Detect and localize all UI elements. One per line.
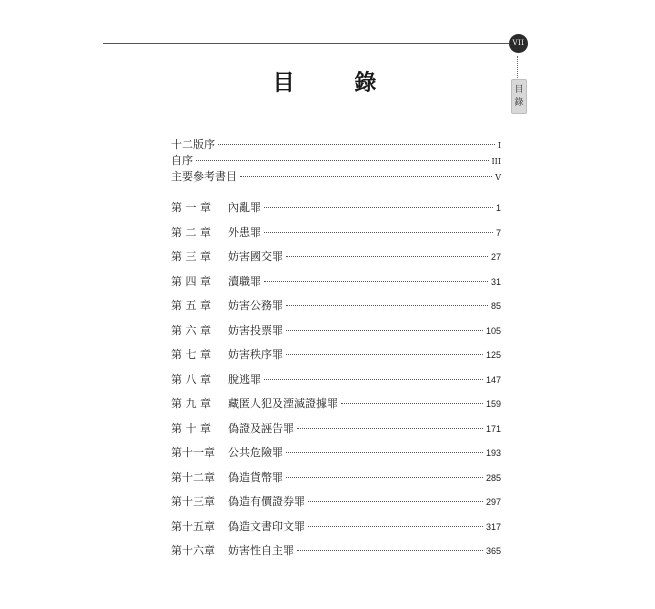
chapter-entry[interactable] [171, 224, 501, 240]
chapter-page: 171 [485, 424, 501, 434]
chapter-title: 偽證及誣告罪 [228, 422, 294, 435]
leader-dots [286, 330, 483, 331]
chapter-entry[interactable] [171, 469, 501, 485]
leader-dots [264, 207, 493, 208]
chapter-page: 31 [490, 277, 501, 287]
chapter-page: 7 [495, 228, 501, 238]
chapter-number: 第 十 章 [171, 422, 211, 435]
chapter-entry[interactable] [171, 493, 501, 509]
chapter-entry[interactable] [171, 297, 501, 313]
chapter-page: 147 [485, 375, 501, 385]
toc-entry[interactable] [171, 152, 501, 168]
chapter-title: 瀆職罪 [228, 275, 261, 288]
leader-dots [286, 452, 483, 453]
leader-dots [240, 176, 492, 177]
chapter-title: 偽造文書印文罪 [228, 520, 305, 533]
chapter-title: 公共危險罪 [228, 446, 283, 459]
chapter-number: 第 八 章 [171, 373, 211, 386]
chapter-entry[interactable] [171, 444, 501, 460]
chapter-number: 第十五章 [171, 520, 215, 533]
entry-page: III [491, 157, 501, 166]
chapter-title: 妨害性自主罪 [228, 544, 294, 557]
entry-page: I [497, 141, 501, 150]
leader-dots [297, 550, 483, 551]
chapter-number: 第 二 章 [171, 226, 211, 239]
chapter-title: 妨害國交罪 [228, 250, 283, 263]
leader-dots [264, 379, 483, 380]
leader-dots [297, 428, 483, 429]
chapter-page: 27 [490, 252, 501, 262]
chapter-entry[interactable] [171, 248, 501, 264]
chapter-number: 第 七 章 [171, 348, 211, 361]
chapter-title: 妨害公務罪 [228, 299, 283, 312]
chapter-page: 285 [485, 473, 501, 483]
chapter-entry[interactable] [171, 420, 501, 436]
leader-dots [264, 232, 493, 233]
chapter-title: 內亂罪 [228, 201, 261, 214]
leader-dots [286, 354, 483, 355]
side-tab-char: 錄 [514, 97, 524, 108]
page-title: 目 錄 [272, 71, 403, 96]
chapter-title: 脫逃罪 [228, 373, 261, 386]
chapter-page: 125 [485, 350, 501, 360]
toc-entry[interactable] [171, 168, 501, 184]
chapter-number: 第 一 章 [171, 201, 211, 214]
chapter-entry[interactable] [171, 395, 501, 411]
chapter-page: 365 [485, 546, 501, 556]
chapter-title: 妨害秩序罪 [228, 348, 283, 361]
page-number-badge: VII [509, 34, 528, 53]
chapter-page: 85 [490, 301, 501, 311]
chapter-page: 193 [485, 448, 501, 458]
toc-entry[interactable] [171, 136, 501, 152]
leader-dots [308, 501, 483, 502]
entry-label: 自序 [171, 154, 193, 167]
chapter-number: 第十二章 [171, 471, 215, 484]
entry-label: 主要參考書目 [171, 170, 237, 183]
chapter-number: 第 五 章 [171, 299, 211, 312]
chapter-number: 第 三 章 [171, 250, 211, 263]
leader-dots [286, 477, 483, 478]
leader-dots [286, 256, 488, 257]
chapter-entry[interactable] [171, 199, 501, 215]
chapter-number: 第 四 章 [171, 275, 211, 288]
chapter-number: 第十六章 [171, 544, 215, 557]
leader-dots [264, 281, 488, 282]
chapter-title: 妨害投票罪 [228, 324, 283, 337]
leader-dots [286, 305, 488, 306]
leader-dots [218, 144, 495, 145]
leader-dots [308, 526, 483, 527]
chapter-number: 第十一章 [171, 446, 215, 459]
chapter-entry[interactable] [171, 371, 501, 387]
chapter-title: 偽造貨幣罪 [228, 471, 283, 484]
chapter-entry[interactable] [171, 273, 501, 289]
chapter-entry[interactable] [171, 518, 501, 534]
chapter-entry[interactable] [171, 542, 501, 558]
leader-dots [341, 403, 483, 404]
chapter-page: 317 [485, 522, 501, 532]
chapter-page: 1 [495, 203, 501, 213]
chapter-entry[interactable] [171, 322, 501, 338]
entry-page: V [495, 173, 501, 182]
chapter-title: 偽造有價證券罪 [228, 495, 305, 508]
side-tab-char: 目 [514, 84, 524, 95]
chapter-number: 第 九 章 [171, 397, 211, 410]
leader-dots [196, 160, 489, 161]
chapter-entry[interactable] [171, 346, 501, 362]
chapter-page: 159 [485, 399, 501, 409]
header-rule [103, 43, 509, 44]
chapter-number: 第十三章 [171, 495, 215, 508]
chapter-page: 105 [485, 326, 501, 336]
chapter-number: 第 六 章 [171, 324, 211, 337]
entry-label: 十二版序 [171, 138, 215, 151]
chapter-title: 藏匿人犯及湮滅證據罪 [228, 397, 338, 410]
chapter-page: 297 [485, 497, 501, 507]
chapter-title: 外患罪 [228, 226, 261, 239]
